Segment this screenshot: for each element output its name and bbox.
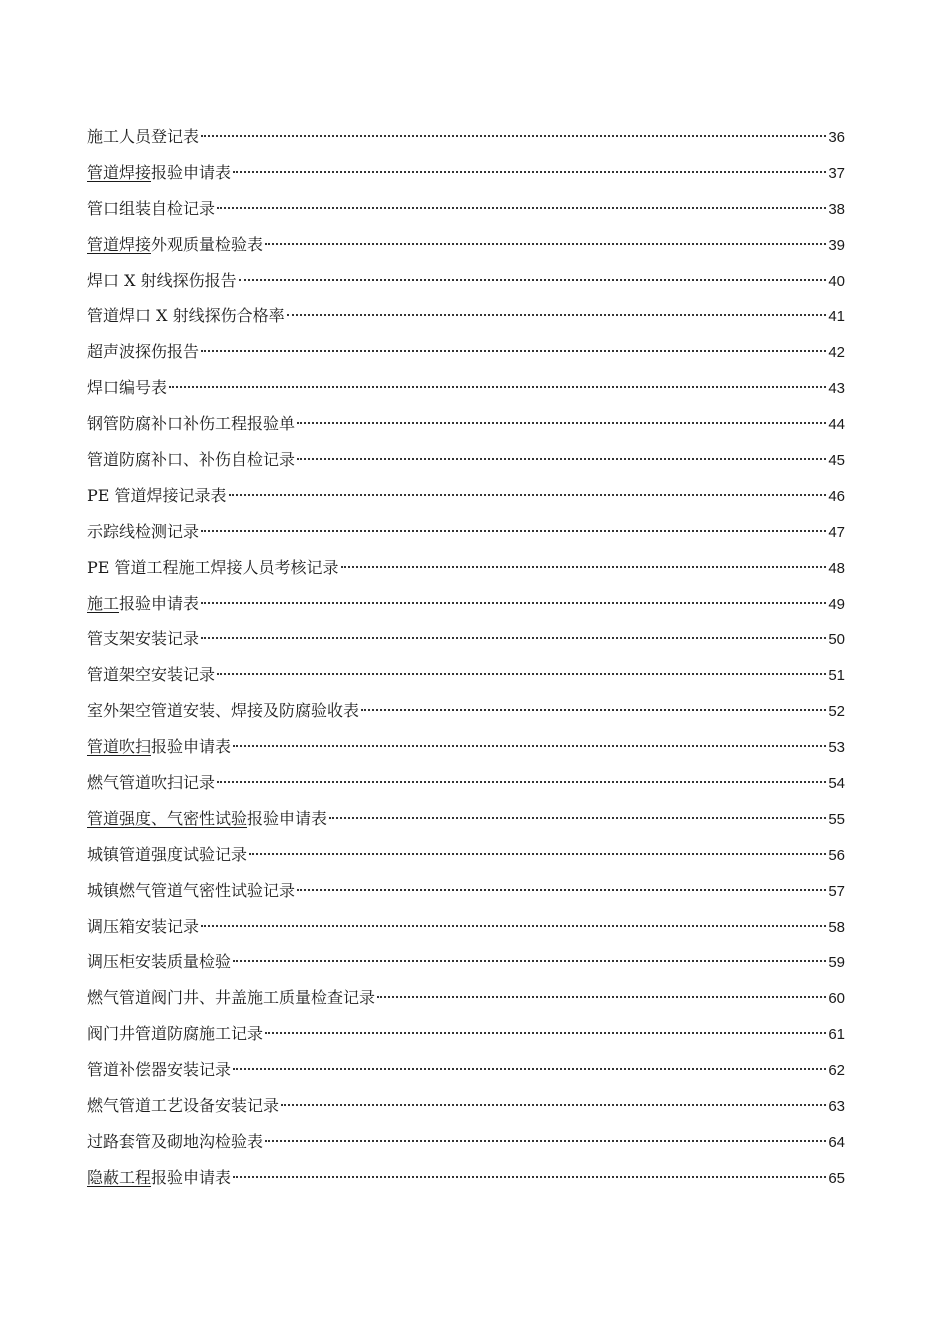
toc-entry-title-text: 室外架空管道安装、焊接及防腐验收表 [87,701,360,721]
toc-entry-title [87,1088,279,1124]
toc-entry-title-underlined: 施工 [87,593,120,613]
toc-dot-leader [233,729,826,747]
toc-entry[interactable] [87,514,845,550]
toc-entry-title-text: 管支架安装记录 [87,629,200,649]
toc-dot-leader [297,873,826,891]
toc-entry-title-text: 城镇管道强度试验记录 [87,844,248,864]
toc-entry-title [87,442,295,478]
toc-entry[interactable] [87,765,845,801]
toc-entry-title-text: 示踪线检测记录 [87,521,200,541]
toc-dot-leader [341,550,827,568]
toc-entry[interactable] [87,873,845,909]
toc-page-number: 49 [828,595,845,613]
toc-page-number: 62 [828,1062,845,1080]
toc-page-number: 38 [828,200,845,218]
toc-dot-leader [281,1088,826,1106]
toc-entry-title-text: 燃气管道工艺设备安装记录 [87,1096,280,1116]
toc-entry-title-text: 报验申请表 [151,737,232,757]
toc-entry-title-text: 燃气管道阀门井、井盖施工质量检查记录 [87,988,376,1008]
toc-page-number: 41 [828,308,845,326]
toc-dot-leader [239,263,827,281]
toc-entry-title-text: 管道补偿器安装记录 [87,1060,232,1080]
toc-entry-title-text: 调压箱安装记录 [87,916,200,936]
toc-page-number: 42 [828,344,845,362]
toc-entry-title-text: 管道焊口 X 射线探伤合格率 [87,306,285,326]
toc-entry-title-text: PE 管道焊接记录表 [87,485,227,505]
toc-entry[interactable] [87,334,845,370]
toc-dot-leader [265,1016,826,1034]
toc-dot-leader [201,586,826,604]
toc-page-number: 59 [828,954,845,972]
toc-entry[interactable] [87,729,845,765]
toc-entry-title [87,621,199,657]
toc-entry[interactable] [87,298,845,334]
toc-dot-leader [233,155,826,173]
toc-entry-title [87,1016,263,1052]
toc-entry-title-text: 报验申请表 [151,162,232,182]
toc-entry-title [87,191,215,227]
toc-entry-title-text: 施工人员登记表 [87,127,200,146]
toc-dot-leader [217,191,826,209]
toc-dot-leader [229,478,827,496]
toc-entry-title [87,944,231,980]
toc-entry-title [87,1052,231,1088]
toc-entry-title [87,550,339,586]
toc-entry[interactable] [87,478,845,514]
toc-entry[interactable] [87,1088,845,1124]
toc-entry[interactable] [87,119,845,155]
toc-page-number: 50 [828,631,845,649]
toc-entry-title-text: 过路套管及砌地沟检验表 [87,1131,264,1151]
toc-entry[interactable] [87,1124,845,1160]
toc-dot-leader [217,657,826,675]
toc-dot-leader [217,765,826,783]
toc-page-number: 57 [828,882,845,900]
toc-dot-leader [233,1052,826,1070]
toc-entry-title [87,370,167,406]
toc-entry-title-text: 燃气管道吹扫记录 [87,773,216,793]
toc-dot-leader [377,980,826,998]
toc-entry-title-text: 管道架空安装记录 [87,665,216,685]
toc-entry-title-text: PE 管道工程施工焊接人员考核记录 [87,557,339,577]
toc-entry-title-text: 管口组装自检记录 [87,198,216,218]
toc-entry-title-text: 调压柜安装质量检验 [87,952,232,972]
toc-entry-title [87,406,295,442]
toc-page-number: 55 [828,810,845,828]
toc-entry[interactable] [87,621,845,657]
toc-page-number: 40 [828,272,845,290]
toc-entry-title [87,980,375,1016]
toc-page-number: 44 [828,416,845,434]
toc-entry-title [87,909,199,945]
toc-entry-title [87,298,285,334]
toc-page-number: 63 [828,1098,845,1116]
toc-page-number: 48 [828,559,845,577]
toc-dot-leader [265,1124,826,1142]
toc-entry-title-text: 阀门井管道防腐施工记录 [87,1024,264,1044]
toc-entry-title [87,1160,231,1196]
toc-entry-title [87,586,199,622]
toc-entry-title-underlined: 隐蔽工程 [87,1167,152,1187]
toc-page-number: 39 [828,236,845,254]
toc-page-number: 58 [828,918,845,936]
toc-dot-leader [201,621,826,639]
toc-entry[interactable] [87,944,845,980]
toc-entry-title-text: 外观质量检验表 [151,234,264,254]
toc-entry[interactable] [87,155,845,191]
toc-entry-title [87,801,327,837]
toc-entry-title [87,514,199,550]
toc-entry-title [87,657,215,693]
toc-entry[interactable] [87,693,845,729]
table-of-contents [87,119,845,1196]
toc-entry[interactable] [87,657,845,693]
toc-dot-leader [249,837,826,855]
toc-dot-leader [201,514,826,532]
toc-entry-title-text: 钢管防腐补口补伤工程报验单 [87,414,296,434]
toc-dot-leader [201,334,826,352]
toc-dot-leader [361,693,826,711]
toc-dot-leader [201,119,826,137]
toc-entry-title [87,729,231,765]
toc-dot-leader [297,406,826,424]
toc-dot-leader [233,1160,826,1178]
toc-entry-title-text: 报验申请表 [119,593,200,613]
toc-entry-title-underlined: 管道焊接 [87,234,152,254]
toc-entry[interactable] [87,227,845,263]
toc-dot-leader [169,370,826,388]
toc-entry[interactable] [87,980,845,1016]
toc-entry[interactable] [87,1052,845,1088]
toc-entry[interactable] [87,370,845,406]
toc-entry-title [87,155,231,191]
toc-entry-title-underlined: 管道焊接 [87,162,152,182]
toc-entry-title [87,837,247,873]
toc-entry-title-underlined: 管道吹扫 [87,737,152,757]
toc-entry-title-text: 报验申请表 [151,1167,232,1187]
toc-page-number: 45 [828,452,845,470]
toc-dot-leader [233,944,826,962]
toc-entry[interactable] [87,586,845,622]
toc-entry-title-text: 管道防腐补口、补伤自检记录 [87,450,296,470]
toc-page-number: 46 [828,487,845,505]
toc-entry-title [87,334,199,370]
toc-entry-title-text: 焊口编号表 [87,378,168,398]
toc-entry-title-text: 超声波探伤报告 [87,342,200,362]
toc-page-number: 43 [828,380,845,398]
toc-entry[interactable] [87,1016,845,1052]
toc-entry-title [87,227,263,263]
toc-dot-leader [329,801,826,819]
toc-entry-title-text: 城镇燃气管道气密性试验记录 [87,880,296,900]
toc-entry[interactable] [87,1160,845,1196]
toc-page-number: 60 [828,990,845,1008]
toc-entry-title [87,119,199,155]
toc-entry-title [87,263,237,299]
toc-page-number: 52 [828,703,845,721]
toc-entry-title [87,478,227,514]
toc-entry[interactable] [87,801,845,837]
toc-dot-leader [201,909,826,927]
toc-entry[interactable] [87,442,845,478]
toc-dot-leader [297,442,826,460]
toc-page-number: 51 [828,667,845,685]
toc-page-number: 61 [828,1026,845,1044]
toc-dot-leader [287,298,827,316]
toc-page-number: 37 [828,164,845,182]
toc-entry-title-underlined: 管道强度、气密性试验 [87,808,248,828]
toc-page-number: 53 [828,739,845,757]
toc-entry-title [87,1124,263,1160]
toc-entry[interactable] [87,550,845,586]
toc-page-number: 64 [828,1133,845,1151]
toc-entry[interactable] [87,191,845,227]
toc-page-number: 65 [828,1169,845,1187]
toc-page-number: 54 [828,775,845,793]
toc-entry-title [87,693,359,729]
toc-page-number: 56 [828,846,845,864]
toc-entry-title-text: 报验申请表 [247,808,328,828]
toc-dot-leader [265,227,826,245]
toc-entry[interactable] [87,909,845,945]
toc-entry[interactable] [87,406,845,442]
toc-page-number: 47 [828,523,845,541]
toc-entry[interactable] [87,837,845,873]
toc-entry-title [87,765,215,801]
toc-entry[interactable] [87,263,845,299]
toc-page-number: 36 [828,129,845,146]
toc-entry-title-text: 焊口 X 射线探伤报告 [87,270,237,290]
toc-entry-title [87,873,295,909]
